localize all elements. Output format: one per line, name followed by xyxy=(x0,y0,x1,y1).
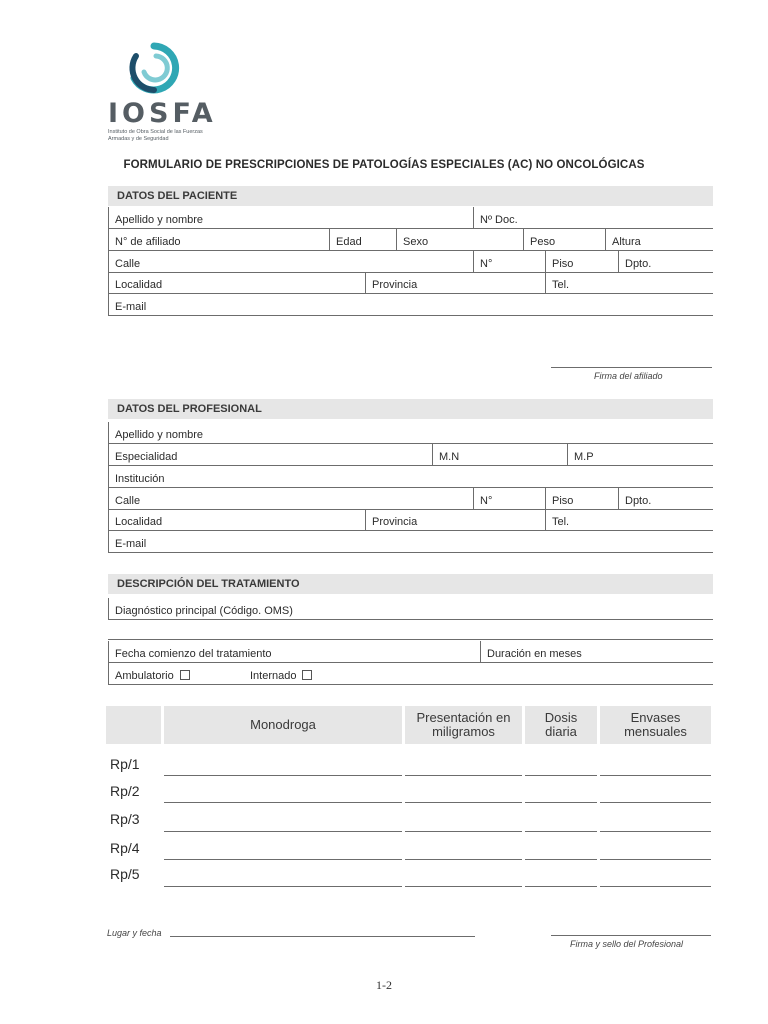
tratamiento-row-diagnostico xyxy=(108,598,713,620)
table-header-envases xyxy=(600,706,711,744)
paciente-apellido-field[interactable] xyxy=(108,207,473,228)
profesional-dpto-field[interactable] xyxy=(618,488,713,509)
rp3-col1-line[interactable] xyxy=(164,831,402,832)
form-title: FORMULARIO DE PRESCRIPCIONES DE PATOLOGÍAS ESPECIALES (AC) NO ONCOLÓGICAS xyxy=(123,159,645,171)
label: N° xyxy=(480,495,493,507)
label: Nº Doc. xyxy=(480,214,518,226)
iosfa-emblem-icon xyxy=(126,42,182,94)
profesional-row-calle xyxy=(108,488,713,510)
label: Piso xyxy=(552,495,574,507)
table-header-presentacion xyxy=(405,706,522,744)
ambulatorio-option[interactable] xyxy=(108,663,248,684)
rp3-col3-line[interactable] xyxy=(525,831,597,832)
section-tratamiento: DESCRIPCIÓN DEL TRATAMIENTO xyxy=(108,574,713,594)
rp1-col2-line[interactable] xyxy=(405,775,522,776)
rp-label-3: Rp/3 xyxy=(110,811,140,827)
label: Sexo xyxy=(403,236,429,248)
profesional-numero-field[interactable] xyxy=(473,488,545,509)
label: N° de afiliado xyxy=(115,236,181,248)
label: M.N xyxy=(439,451,460,463)
label: Calle xyxy=(115,495,141,507)
firma-profesional-line[interactable] xyxy=(551,935,711,936)
internado-option[interactable] xyxy=(244,663,384,684)
section-paciente: DATOS DEL PACIENTE xyxy=(108,186,713,206)
label: Peso xyxy=(530,236,556,248)
paciente-localidad-field[interactable] xyxy=(108,272,365,293)
rp-label-1: Rp/1 xyxy=(110,756,140,772)
rp5-col4-line[interactable] xyxy=(600,886,711,887)
rp4-col1-line[interactable] xyxy=(164,859,402,860)
paciente-calle-field[interactable] xyxy=(108,251,473,272)
paciente-dpto-field[interactable] xyxy=(618,251,713,272)
section-profesional: DATOS DEL PROFESIONAL xyxy=(108,399,713,419)
label: Altura xyxy=(612,236,641,248)
label: Apellido y nombre xyxy=(115,214,204,226)
rp1-col4-line[interactable] xyxy=(600,775,711,776)
internado-checkbox[interactable] xyxy=(302,670,312,680)
label: Tel. xyxy=(552,516,570,528)
lugar-fecha-label: Lugar y fecha xyxy=(107,928,162,938)
label: Monodroga xyxy=(250,717,316,732)
profesional-especialidad-field[interactable] xyxy=(108,444,432,465)
tratamiento-row-diagnostico-extra[interactable] xyxy=(108,618,713,640)
firma-afiliado-line[interactable] xyxy=(551,367,712,368)
label: Fecha comienzo del tratamiento xyxy=(115,648,272,660)
label: E-mail xyxy=(115,301,147,313)
label: Dpto. xyxy=(625,258,652,270)
paciente-row-nombre xyxy=(108,207,713,229)
rp-label-2: Rp/2 xyxy=(110,783,140,799)
label: Calle xyxy=(115,258,141,270)
label: Especialidad xyxy=(115,451,178,463)
rp4-col4-line[interactable] xyxy=(600,859,711,860)
rp2-col1-line[interactable] xyxy=(164,802,402,803)
profesional-email-field[interactable] xyxy=(108,531,713,552)
table-header-corner xyxy=(106,706,161,744)
label: Dosis diaria xyxy=(544,710,578,739)
label: Localidad xyxy=(115,516,163,528)
label: Ambulatorio xyxy=(115,670,174,682)
rp2-col2-line[interactable] xyxy=(405,802,522,803)
label: Localidad xyxy=(115,279,163,291)
firma-afiliado-caption: Firma del afiliado xyxy=(594,371,663,381)
rp-label-5: Rp/5 xyxy=(110,866,140,882)
profesional-mp-field[interactable] xyxy=(567,444,713,465)
paciente-row-afiliado xyxy=(108,229,713,251)
paciente-altura-field[interactable] xyxy=(605,229,713,250)
paciente-tel-field[interactable] xyxy=(545,272,713,293)
rp4-col2-line[interactable] xyxy=(405,859,522,860)
rp-label-4: Rp/4 xyxy=(110,840,140,856)
label: Provincia xyxy=(372,516,418,528)
rp5-col3-line[interactable] xyxy=(525,886,597,887)
profesional-localidad-field[interactable] xyxy=(108,509,365,530)
diagnostico-field[interactable] xyxy=(108,598,713,619)
label: Internado xyxy=(250,670,297,682)
paciente-sexo-field[interactable] xyxy=(396,229,523,250)
label: Apellido y nombre xyxy=(115,429,204,441)
label: M.P xyxy=(574,451,594,463)
profesional-mn-field[interactable] xyxy=(432,444,567,465)
profesional-row-localidad xyxy=(108,509,713,531)
lugar-fecha-line[interactable] xyxy=(170,936,475,937)
profesional-row-nombre xyxy=(108,422,713,444)
label: Dpto. xyxy=(625,495,652,507)
label: E-mail xyxy=(115,538,147,550)
rp4-col3-line[interactable] xyxy=(525,859,597,860)
paciente-email-field[interactable] xyxy=(108,294,713,315)
label: Envases mensuales xyxy=(624,710,687,739)
profesional-tel-field[interactable] xyxy=(545,509,713,530)
fecha-comienzo-field[interactable] xyxy=(108,641,480,662)
ambulatorio-checkbox[interactable] xyxy=(180,670,190,680)
paciente-peso-field[interactable] xyxy=(523,229,605,250)
rp5-col2-line[interactable] xyxy=(405,886,522,887)
profesional-apellido-field[interactable] xyxy=(108,422,713,443)
table-header-monodroga xyxy=(164,706,402,744)
paciente-edad-field[interactable] xyxy=(329,229,396,250)
label: Provincia xyxy=(372,279,418,291)
profesional-provincia-field[interactable] xyxy=(365,509,545,530)
firma-profesional-caption: Firma y sello del Profesional xyxy=(570,939,684,949)
paciente-numero-field[interactable] xyxy=(473,251,545,272)
rp3-col2-line[interactable] xyxy=(405,831,522,832)
label: Duración en meses xyxy=(487,648,582,660)
profesional-calle-field[interactable] xyxy=(108,488,473,509)
label: Edad xyxy=(336,236,362,248)
paciente-row-localidad xyxy=(108,272,713,294)
profesional-institucion-field[interactable] xyxy=(108,466,713,487)
label: Presentación en miligramos xyxy=(416,710,511,739)
rp2-col3-line[interactable] xyxy=(525,802,597,803)
paciente-piso-field[interactable] xyxy=(545,251,618,272)
label: Tel. xyxy=(552,279,570,291)
label: N° xyxy=(480,258,493,270)
table-header-dosis xyxy=(525,706,597,744)
tratamiento-row-fecha xyxy=(108,641,713,663)
rp5-col1-line[interactable] xyxy=(164,886,402,887)
label: Institución xyxy=(115,473,165,485)
tratamiento-row-modalidad xyxy=(108,663,713,685)
paciente-provincia-field[interactable] xyxy=(365,272,545,293)
logo-text: IOSFA xyxy=(108,98,217,129)
rp3-col4-line[interactable] xyxy=(600,831,711,832)
profesional-row-email xyxy=(108,531,713,553)
paciente-row-calle xyxy=(108,251,713,273)
profesional-piso-field[interactable] xyxy=(545,488,618,509)
iosfa-logo xyxy=(108,42,218,142)
logo-subtitle: Instituto de Obra Social de las Fuerzas Armadas y de Seguridad xyxy=(108,129,203,142)
paciente-doc-field[interactable] xyxy=(473,207,713,228)
label: Diagnóstico principal (Código. OMS) xyxy=(115,605,293,617)
label: Piso xyxy=(552,258,574,270)
profesional-row-especialidad xyxy=(108,444,713,466)
paciente-afiliado-field[interactable] xyxy=(108,229,329,250)
paciente-row-email xyxy=(108,294,713,316)
rp1-col1-line[interactable] xyxy=(164,775,402,776)
duracion-field[interactable] xyxy=(480,641,713,662)
rp2-col4-line[interactable] xyxy=(600,802,711,803)
page-number: 1-2 xyxy=(376,978,392,992)
profesional-row-institucion xyxy=(108,466,713,488)
rp1-col3-line[interactable] xyxy=(525,775,597,776)
